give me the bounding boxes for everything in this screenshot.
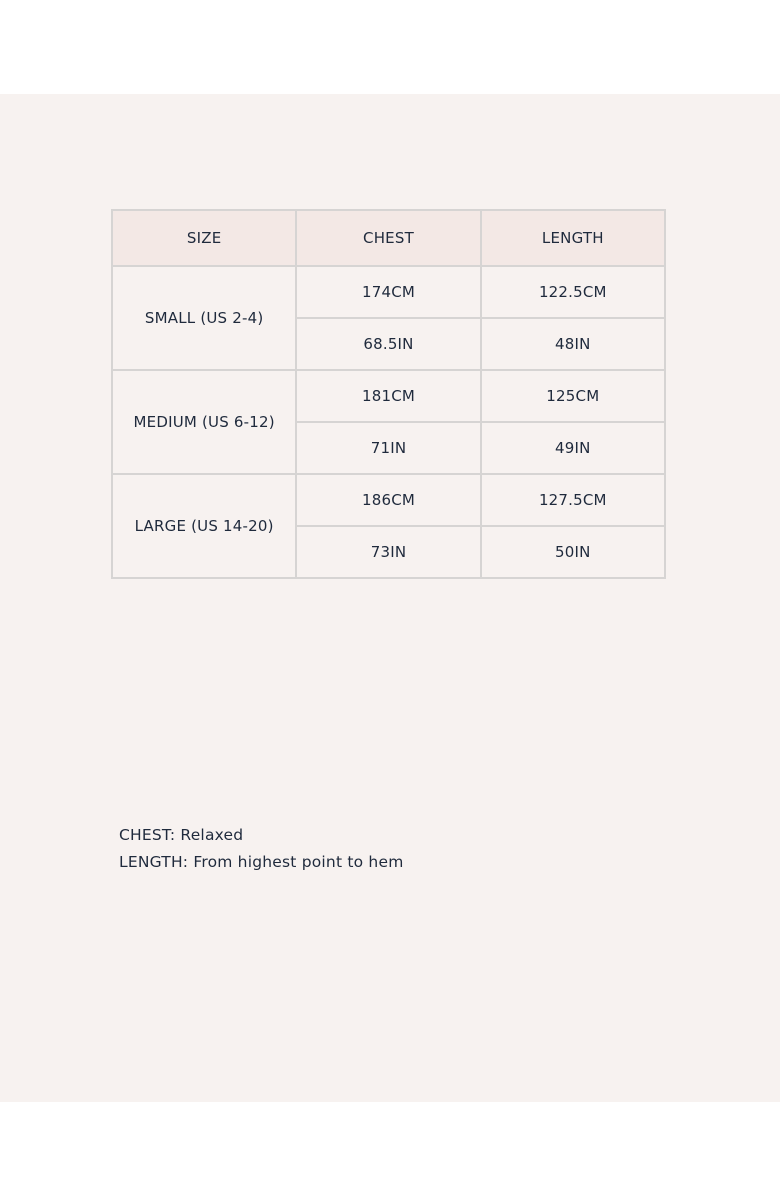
chest-in-cell: 73IN xyxy=(296,526,480,578)
measurement-notes xyxy=(119,822,404,876)
size-cell: MEDIUM (US 6-12) xyxy=(112,370,296,474)
header-chest: CHEST xyxy=(296,210,480,266)
header-length: LENGTH xyxy=(481,210,665,266)
table-row xyxy=(112,266,665,318)
size-cell: SMALL (US 2-4) xyxy=(112,266,296,370)
chest-cm-cell: 174CM xyxy=(296,266,480,318)
table-row xyxy=(112,370,665,422)
length-in-cell: 50IN xyxy=(481,526,665,578)
header-size: SIZE xyxy=(112,210,296,266)
size-cell: LARGE (US 14-20) xyxy=(112,474,296,578)
table-row xyxy=(112,474,665,526)
chest-cm-cell: 186CM xyxy=(296,474,480,526)
length-in-cell: 49IN xyxy=(481,422,665,474)
length-in-cell: 48IN xyxy=(481,318,665,370)
chest-in-cell: 68.5IN xyxy=(296,318,480,370)
chest-note: CHEST: Relaxed xyxy=(119,826,244,844)
size-guide-panel xyxy=(0,94,780,1102)
length-cm-cell: 127.5CM xyxy=(481,474,665,526)
length-note: LENGTH: From highest point to hem xyxy=(119,853,404,871)
length-cm-cell: 122.5CM xyxy=(481,266,665,318)
chest-cm-cell: 181CM xyxy=(296,370,480,422)
chest-in-cell: 71IN xyxy=(296,422,480,474)
size-chart-table xyxy=(111,209,666,579)
table-header-row xyxy=(112,210,665,266)
length-cm-cell: 125CM xyxy=(481,370,665,422)
